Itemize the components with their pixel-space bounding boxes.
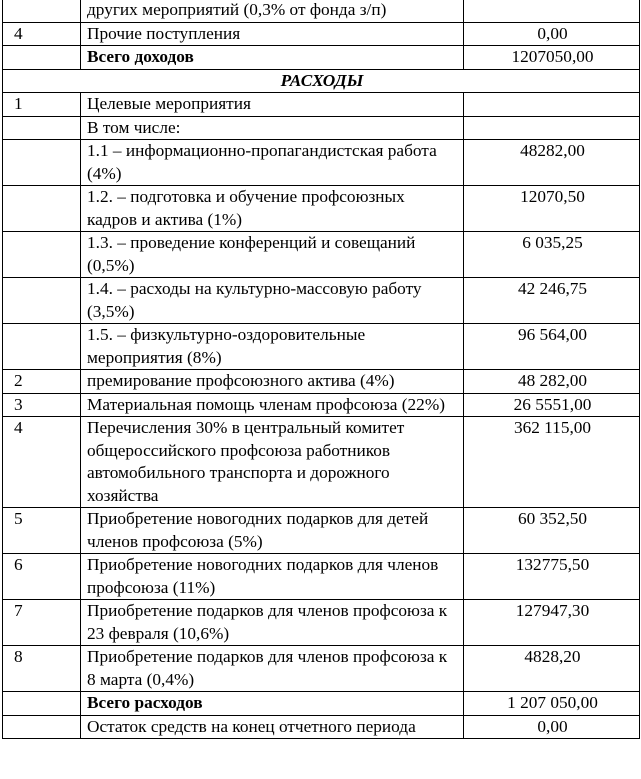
row-amount: 362 115,00 — [464, 417, 640, 508]
table-row — [3, 140, 640, 186]
row-number — [3, 692, 81, 716]
row-amount: 4828,20 — [464, 646, 640, 692]
row-number — [3, 0, 81, 22]
section-header-row — [3, 69, 640, 93]
row-number — [3, 232, 81, 278]
row-name: Целевые мероприятия — [81, 93, 464, 117]
income-total-amount: 1207050,00 — [464, 46, 640, 70]
table-row — [3, 93, 640, 117]
row-number: 4 — [3, 417, 81, 508]
row-amount: 12070,50 — [464, 186, 640, 232]
table-row — [3, 393, 640, 417]
balance-row — [3, 715, 640, 739]
row-number: 5 — [3, 508, 81, 554]
table-row — [3, 370, 640, 394]
row-name: Приобретение подарков для членов профсоюза к 8 марта (0,4%) — [81, 646, 464, 692]
row-amount: 42 246,75 — [464, 278, 640, 324]
budget-table-body — [3, 0, 640, 739]
budget-table — [2, 0, 640, 739]
row-amount: 0,00 — [464, 22, 640, 46]
row-amount: 48282,00 — [464, 140, 640, 186]
row-amount: 132775,50 — [464, 554, 640, 600]
expense-total-row — [3, 692, 640, 716]
row-name: В том числе: — [81, 116, 464, 140]
table-row — [3, 278, 640, 324]
income-total-label: Всего доходов — [81, 46, 464, 70]
row-number: 4 — [3, 22, 81, 46]
table-row — [3, 324, 640, 370]
row-name: Приобретение новогодних подарков для детей членов профсоюза (5%) — [81, 508, 464, 554]
row-number — [3, 324, 81, 370]
row-number: 3 — [3, 393, 81, 417]
balance-amount: 0,00 — [464, 715, 640, 739]
row-name: Материальная помощь членам профсоюза (22%) — [81, 393, 464, 417]
row-number — [3, 715, 81, 739]
row-name: 1.5. – физкультурно-оздоровительные мероприятия (8%) — [81, 324, 464, 370]
row-amount: 127947,30 — [464, 600, 640, 646]
row-name: 1.1 – информационно-пропагандистская работа (4%) — [81, 140, 464, 186]
row-amount: 6 035,25 — [464, 232, 640, 278]
table-row — [3, 186, 640, 232]
table-row — [3, 554, 640, 600]
row-number: 1 — [3, 93, 81, 117]
row-number — [3, 116, 81, 140]
row-name: Приобретение подарков для членов профсоюза к 23 февраля (10,6%) — [81, 600, 464, 646]
row-name: Перечисления 30% в центральный комитет общероссийского профсоюза работников автомобильного транспорта и дорожного хозяйства — [81, 417, 464, 508]
table-row — [3, 22, 640, 46]
row-number — [3, 140, 81, 186]
row-number: 8 — [3, 646, 81, 692]
row-name: Приобретение новогодних подарков для членов профсоюза (11%) — [81, 554, 464, 600]
table-row — [3, 232, 640, 278]
row-name: 1.4. – расходы на культурно-массовую работу (3,5%) — [81, 278, 464, 324]
row-amount: 48 282,00 — [464, 370, 640, 394]
row-number: 7 — [3, 600, 81, 646]
expense-total-amount: 1 207 050,00 — [464, 692, 640, 716]
table-row — [3, 417, 640, 508]
expense-total-label: Всего расходов — [81, 692, 464, 716]
section-title: РАСХОДЫ — [3, 69, 640, 93]
row-amount: 60 352,50 — [464, 508, 640, 554]
row-number: 6 — [3, 554, 81, 600]
row-number — [3, 186, 81, 232]
row-name: 1.3. – проведение конференций и совещаний (0,5%) — [81, 232, 464, 278]
row-amount: 26 5551,00 — [464, 393, 640, 417]
row-name: других мероприятий (0,3% от фонда з/п) — [81, 0, 464, 22]
balance-label: Остаток средств на конец отчетного периода — [81, 715, 464, 739]
table-row — [3, 508, 640, 554]
row-name: 1.2. – подготовка и обучение профсоюзных кадров и актива (1%) — [81, 186, 464, 232]
row-name: премирование профсоюзного актива (4%) — [81, 370, 464, 394]
row-amount — [464, 93, 640, 117]
income-total-row — [3, 46, 640, 70]
table-row — [3, 646, 640, 692]
row-number — [3, 46, 81, 70]
table-row — [3, 600, 640, 646]
table-row — [3, 0, 640, 22]
row-number: 2 — [3, 370, 81, 394]
row-name: Прочие поступления — [81, 22, 464, 46]
row-amount: 96 564,00 — [464, 324, 640, 370]
table-row — [3, 116, 640, 140]
row-number — [3, 278, 81, 324]
row-amount — [464, 116, 640, 140]
row-amount — [464, 0, 640, 22]
